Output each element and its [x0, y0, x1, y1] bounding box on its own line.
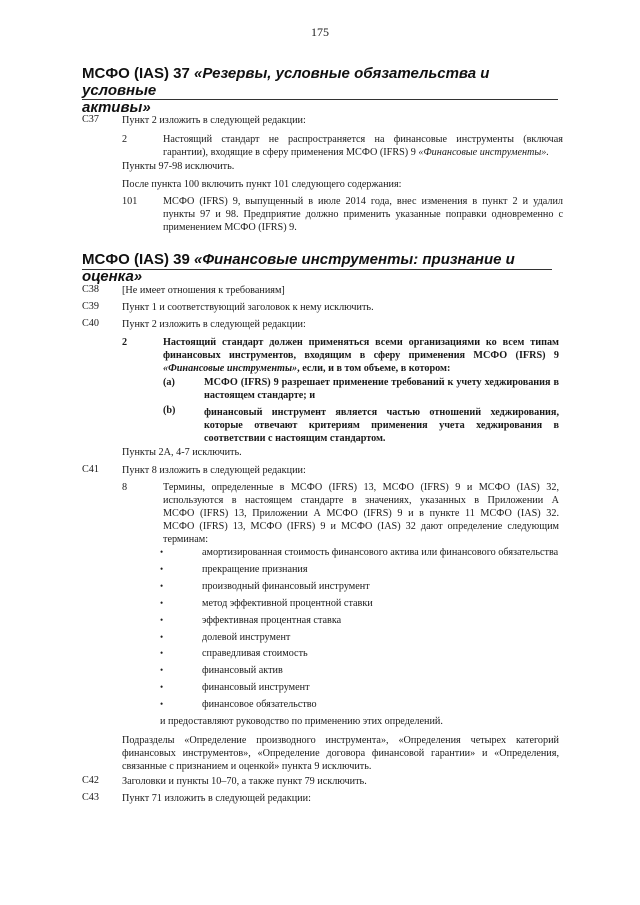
- paragraph-body: [163, 133, 563, 159]
- subitem-label: (b): [163, 405, 176, 416]
- bullet-icon: •: [160, 631, 164, 642]
- paragraph-line: гарантии), входящие в сферу применения МСФО (IFRS) 9: [163, 147, 419, 158]
- paragraph-number: 2: [122, 134, 128, 145]
- page-number: 175: [311, 25, 329, 39]
- amendment-code: C42: [82, 775, 99, 786]
- note-line: связанные с признанием и оценкой» пункта 9 исключить.: [122, 761, 372, 772]
- bullet-icon: •: [160, 648, 164, 659]
- paragraph-line: МСФО (IFRS) 13, МСФО (IFRS) 9 и МСФО (IAS) 32 дают определение следующим: [163, 521, 559, 532]
- term-text: производный финансовый инструмент: [202, 580, 370, 592]
- heading-title-cont: активы»: [82, 99, 151, 116]
- heading-rule: [82, 269, 552, 270]
- bullet-icon: •: [160, 682, 164, 693]
- amendment-text: Пункт 2 изложить в следующей редакции:: [122, 319, 306, 330]
- delete-note: Пункты 2А, 4-7 исключить.: [122, 447, 242, 458]
- term-text: амортизированная стоимость финансового актива или финансового обязательства: [202, 547, 559, 558]
- amendment-code: C38: [82, 284, 99, 295]
- bullet-icon: •: [160, 580, 164, 591]
- amendment-text: Заголовки и пункты 10–70, а также пункт 79 исключить.: [122, 776, 367, 787]
- bullet-icon: •: [160, 563, 164, 574]
- term-text: справедливая стоимость: [202, 648, 308, 660]
- bullet-icon: •: [160, 614, 164, 625]
- paragraph-line: Настоящий стандарт не распространяется на финансовые инструменты (включая: [163, 134, 563, 145]
- heading-prefix: МСФО (IAS) 37: [82, 65, 194, 82]
- bullet-icon: •: [160, 665, 164, 676]
- subitem-line: МСФО (IFRS) 9 разрешает применение требований к учету хеджирования в: [204, 377, 559, 388]
- subitem-body: [204, 376, 559, 402]
- paragraph-line: применением МСФО (IFRS) 9.: [163, 222, 297, 233]
- term-text: прекращение признания: [202, 563, 308, 575]
- term-text: эффективная процентная ставка: [202, 614, 342, 626]
- paragraph-line: МСФО (IFRS) 13, Приложении А МСФО (IFRS) 9 и в пункте 11 МСФО (IAS) 32.: [163, 508, 559, 519]
- paragraph-line: Настоящий стандарт должен применяться всеми организациями ко всем типам: [163, 337, 559, 348]
- paragraph-number: 2: [122, 337, 128, 348]
- term-text: метод эффективной процентной ставки: [202, 597, 373, 609]
- note-line: финансовых инструментов», «Определение договора финансовой гарантии» и «Определения,: [122, 748, 559, 759]
- amendment-code: C39: [82, 301, 99, 312]
- note-line: Подразделы «Определение производного инструмента», «Определения четырех категорий: [122, 735, 559, 746]
- paragraph-number: 8: [122, 482, 128, 493]
- paragraph-line: финансовых инструментов, входящим в сферу применения МСФО (IFRS) 9: [163, 350, 559, 361]
- paragraph-number: 101: [122, 196, 138, 207]
- amendment-text: [Не имеет отношения к требованиям]: [122, 285, 285, 296]
- insert-note: После пункта 100 включить пункт 101 следующего содержания:: [122, 179, 402, 190]
- amendment-text: Пункт 8 изложить в следующей редакции:: [122, 465, 306, 476]
- subitem-line: настоящем стандарте; и: [204, 390, 316, 401]
- paragraph-line: используются в настоящем стандарте в значениях, указанных в Приложении А: [163, 495, 559, 506]
- amendment-text: Пункт 2 изложить в следующей редакции:: [122, 115, 306, 126]
- amendment-text: Пункт 1 и соответствующий заголовок к нему исключить.: [122, 302, 374, 313]
- bullet-icon: •: [160, 699, 164, 710]
- amendment-text: Пункт 71 изложить в следующей редакции:: [122, 793, 311, 804]
- heading-title: «Финансовые инструменты: признание и оценка»: [82, 251, 515, 285]
- subitem-line: финансовый инструмент является частью отношений хеджирования,: [204, 407, 559, 418]
- term-text: финансовый инструмент: [202, 682, 310, 694]
- section-heading-ias39: [82, 251, 558, 285]
- amendment-code: C40: [82, 318, 99, 329]
- amendment-code: C37: [82, 114, 99, 125]
- amendment-code: C43: [82, 792, 99, 803]
- paragraph-line: МСФО (IFRS) 9, выпущенный в июле 2014 года, внес изменения в пункт 2 и удалил: [163, 196, 563, 207]
- amendment-code: C41: [82, 464, 99, 475]
- paragraph-line: терминам:: [163, 534, 209, 545]
- subitem-label: (a): [163, 377, 175, 388]
- paragraph-line: пункты 97 и 98. Предприятие должно применить указанные поправки одновременно с: [163, 209, 563, 220]
- subitem-line: соответствии с настоящим стандартом.: [204, 433, 386, 444]
- paragraph-body: [163, 195, 563, 234]
- bullet-icon: •: [160, 597, 164, 608]
- subsection-note: [122, 734, 559, 773]
- heading-rule: [82, 99, 558, 100]
- heading-prefix: МСФО (IAS) 39: [82, 251, 194, 268]
- term-text: финансовый актив: [202, 665, 283, 677]
- delete-note: Пункты 97-98 исключить.: [122, 161, 235, 172]
- term-text: долевой инструмент: [202, 631, 291, 643]
- bullet-icon: •: [160, 547, 164, 557]
- paragraph-line: Термины, определенные в МСФО (IFRS) 13, МСФО (IFRS) 9 и МСФО (IAS) 32,: [163, 482, 559, 493]
- subitem-line: которые отвечают критериям применения учета хеджирования в: [204, 420, 559, 431]
- paragraph-italic: «Финансовые инструменты».: [418, 147, 549, 158]
- paragraph-line: , если, и в том объеме, в котором:: [297, 363, 451, 374]
- paragraph-body: [163, 336, 559, 375]
- term-text: финансовое обязательство: [202, 699, 317, 711]
- heading-title: «Резервы, условные обязательства и условные: [82, 65, 490, 99]
- paragraph-italic: «Финансовые инструменты»: [163, 363, 298, 374]
- subitem-body: [204, 406, 559, 445]
- closing-line: и предоставляют руководство по применению этих определений.: [160, 716, 443, 727]
- section-heading-ias37: [82, 65, 552, 116]
- paragraph-body: [163, 481, 559, 546]
